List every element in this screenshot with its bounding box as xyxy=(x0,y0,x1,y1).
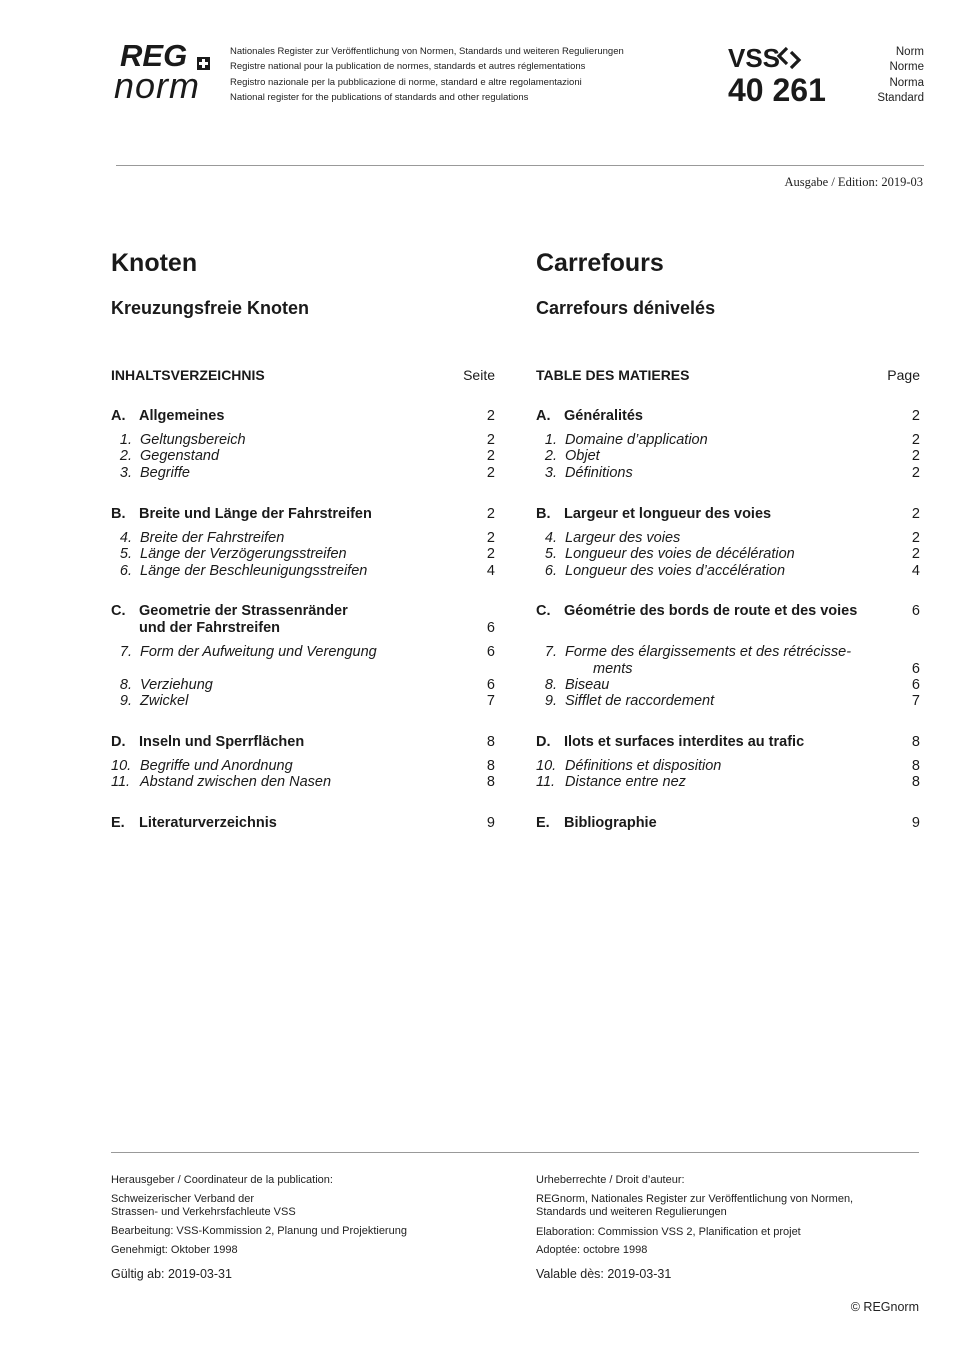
norm-number: 40 261 xyxy=(728,72,826,108)
page-title: Knoten xyxy=(111,249,198,277)
toc-section[interactable] xyxy=(536,603,920,620)
page-number: 2 xyxy=(911,432,920,448)
item-title: Distance entre nez xyxy=(565,774,686,790)
section-letter: C. xyxy=(536,603,551,619)
page-number: 2 xyxy=(486,546,495,562)
publisher-label: Herausgeber / Coordinateur de la publication: xyxy=(111,1174,333,1186)
page-number: 2 xyxy=(911,408,920,424)
section-title: Bibliographie xyxy=(564,815,657,831)
section-letter: E. xyxy=(536,815,550,831)
page-title: Carrefours xyxy=(536,249,664,277)
item-title: Länge der Verzögerungsstreifen xyxy=(140,546,347,562)
toc-item[interactable] xyxy=(111,546,495,563)
section-title: Literaturverzeichnis xyxy=(139,815,277,831)
register-line: Nationales Register zur Veröffentlichung von Normen, Standards und weiteren Regulierungen xyxy=(230,46,624,57)
item-title: Longueur des voies d’accélération xyxy=(565,563,786,579)
item-number: 8. xyxy=(119,677,132,693)
toc-item[interactable] xyxy=(536,546,920,563)
toc-item[interactable] xyxy=(536,758,920,775)
page-number: 2 xyxy=(486,506,495,522)
item-title: Définitions xyxy=(565,465,633,481)
page-subtitle: Carrefours dénivelés xyxy=(536,298,716,318)
toc-item[interactable] xyxy=(536,448,920,465)
page-number: 6 xyxy=(911,603,920,619)
toc-section[interactable] xyxy=(536,506,920,523)
toc-item[interactable] xyxy=(111,758,495,775)
item-title: Form der Aufweitung und Verengung xyxy=(140,644,377,660)
register-description xyxy=(230,44,624,105)
toc-item[interactable] xyxy=(536,774,920,791)
section-letter: A. xyxy=(111,408,126,424)
page-number: 7 xyxy=(486,693,495,709)
page-number: 9 xyxy=(911,815,920,831)
page-number: 2 xyxy=(911,465,920,481)
section-letter: D. xyxy=(111,734,126,750)
page-number: 8 xyxy=(486,774,495,790)
page-number: 8 xyxy=(486,734,495,750)
item-title: Largeur des voies xyxy=(565,530,681,546)
item-number: 1. xyxy=(119,432,132,448)
toc-section[interactable] xyxy=(536,408,920,425)
section-letter: C. xyxy=(111,603,126,619)
toc-item[interactable] xyxy=(111,693,495,710)
page-number: 4 xyxy=(486,563,495,579)
page-number: 4 xyxy=(911,563,920,579)
copyright-holder: REGnorm, Nationales Register zur Veröffentlichung von Normen, xyxy=(536,1193,854,1205)
page-number: 8 xyxy=(911,774,920,790)
page-number: 8 xyxy=(911,734,920,750)
vss-arrows-icon xyxy=(776,45,804,71)
item-title: Zwickel xyxy=(140,693,189,709)
section-letter: A. xyxy=(536,408,551,424)
vss-logo-text: VSS xyxy=(728,43,781,73)
item-number: 5. xyxy=(119,546,132,562)
page-number: 2 xyxy=(911,448,920,464)
item-number: 11. xyxy=(536,774,556,790)
section-letter: D. xyxy=(536,734,551,750)
toc-item[interactable] xyxy=(536,530,920,547)
item-title: Objet xyxy=(565,448,600,464)
page-number: 6 xyxy=(486,677,495,693)
toc-section[interactable] xyxy=(111,815,495,832)
approval-date: Genehmigt: Oktober 1998 xyxy=(111,1244,238,1256)
section-title: Géométrie des bords de route et des voies xyxy=(564,603,858,619)
approval-date: Adoptée: octobre 1998 xyxy=(536,1244,648,1256)
item-number: 4. xyxy=(119,530,132,546)
toc-section[interactable] xyxy=(536,815,920,832)
toc-item[interactable] xyxy=(111,677,495,694)
copyright-holder-continued: Standards und weiteren Regulierungen xyxy=(536,1206,727,1218)
page-number: 2 xyxy=(911,506,920,522)
item-title: Gegenstand xyxy=(140,448,220,464)
doc-type-fr: Norme xyxy=(889,61,924,74)
register-line: Registre national pour la publication de normes, standards et autres réglementations xyxy=(230,61,586,73)
page-number: 7 xyxy=(911,693,920,709)
footer-divider xyxy=(111,1152,919,1153)
page-number: 6 xyxy=(486,620,495,636)
item-title: Définitions et disposition xyxy=(565,758,722,774)
toc-item[interactable] xyxy=(536,677,920,694)
page-number: 2 xyxy=(486,432,495,448)
register-line: National register for the publications of standards and other regulations xyxy=(230,91,529,103)
toc-label: INHALTSVERZEICHNIS xyxy=(111,367,265,383)
edition-date: Ausgabe / Edition: 2019-03 xyxy=(784,175,923,189)
toc-item[interactable] xyxy=(111,774,495,791)
editing-info: Elaboration: Commission VSS 2, Planification et projet xyxy=(536,1226,801,1238)
toc-item[interactable] xyxy=(111,465,495,482)
item-title: Biseau xyxy=(565,677,610,693)
item-title: Länge der Beschleunigungsstreifen xyxy=(140,563,368,579)
item-number: 10. xyxy=(536,758,557,774)
section-title: Breite und Länge der Fahrstreifen xyxy=(139,506,372,522)
toc-item[interactable] xyxy=(536,644,920,678)
register-line: Registro nazionale per la pubblicazione di norme, standard e altre regolamentazioni xyxy=(230,76,582,88)
section-title: Allgemeines xyxy=(139,408,225,424)
page-number: 2 xyxy=(486,408,495,424)
toc-section[interactable] xyxy=(111,603,495,637)
section-title: Largeur et longueur des voies xyxy=(564,506,772,522)
toc-section[interactable] xyxy=(536,734,920,751)
item-number: 7. xyxy=(119,644,132,660)
section-letter: B. xyxy=(111,506,126,522)
logo-norm-text: norm xyxy=(114,65,201,106)
toc-header xyxy=(536,367,920,384)
item-title-continued: ments xyxy=(593,661,633,677)
section-title-continued: und der Fahrstreifen xyxy=(139,620,280,636)
item-number: 6. xyxy=(119,563,132,579)
toc-header xyxy=(111,367,495,384)
toc-item[interactable] xyxy=(111,644,495,661)
item-title: Breite der Fahrstreifen xyxy=(140,530,285,546)
section-title: Généralités xyxy=(564,408,643,424)
item-number: 4. xyxy=(544,530,557,546)
item-title: Geltungsbereich xyxy=(140,432,246,448)
header-divider xyxy=(116,165,924,166)
item-title: Sifflet de raccordement xyxy=(565,693,715,709)
section-title: Geometrie der Strassenränder xyxy=(139,603,348,619)
item-number: 8. xyxy=(544,677,557,693)
toc-item[interactable] xyxy=(536,465,920,482)
item-title: Domaine d’application xyxy=(565,432,708,448)
section-letter: E. xyxy=(111,815,125,831)
item-number: 3. xyxy=(119,465,132,481)
document-type xyxy=(877,45,924,106)
item-title: Forme des élargissements et des rétrécisse- xyxy=(565,644,852,660)
page-number: 2 xyxy=(486,448,495,464)
copyright-notice: © REGnorm xyxy=(850,1300,919,1314)
item-number: 6. xyxy=(544,563,557,579)
page-number: 6 xyxy=(911,677,920,693)
valid-from: Valable dès: 2019-03-31 xyxy=(536,1267,672,1281)
page-number: 8 xyxy=(486,758,495,774)
copyright-label: Urheberrechte / Droit d’auteur: xyxy=(536,1174,685,1186)
page-column-label: Page xyxy=(887,367,920,383)
toc-section[interactable] xyxy=(111,408,495,425)
toc-label: TABLE DES MATIERES xyxy=(536,367,690,383)
section-title: Ilots et surfaces interdites au trafic xyxy=(564,734,805,750)
toc-item[interactable] xyxy=(536,432,920,449)
doc-type-it: Norma xyxy=(889,76,924,89)
page-number: 6 xyxy=(911,661,920,677)
page-number: 2 xyxy=(486,465,495,481)
toc-item[interactable] xyxy=(111,530,495,547)
doc-type-de: Norm xyxy=(895,46,924,58)
item-number: 1. xyxy=(544,432,557,448)
page-number: 2 xyxy=(911,546,920,562)
page-number: 9 xyxy=(486,815,495,831)
toc-item[interactable] xyxy=(111,432,495,449)
doc-type-en: Standard xyxy=(877,91,924,104)
item-title: Verziehung xyxy=(140,677,213,693)
toc-section[interactable] xyxy=(111,506,495,523)
item-number: 2. xyxy=(544,448,557,464)
publisher-name-continued: Strassen- und Verkehrsfachleute VSS xyxy=(111,1206,296,1218)
item-title: Longueur des voies de décélération xyxy=(565,546,795,562)
toc-item[interactable] xyxy=(111,448,495,465)
toc-item[interactable] xyxy=(536,693,920,710)
item-number: 9. xyxy=(544,693,557,709)
section-title: Inseln und Sperrflächen xyxy=(139,734,305,750)
item-number: 3. xyxy=(544,465,557,481)
page-number: 8 xyxy=(911,758,920,774)
item-number: 9. xyxy=(119,693,132,709)
item-number: 11. xyxy=(111,774,131,790)
page-number: 2 xyxy=(486,530,495,546)
item-title: Abstand zwischen den Nasen xyxy=(140,774,332,790)
section-letter: B. xyxy=(536,506,551,522)
page-number: 2 xyxy=(911,530,920,546)
toc-item[interactable] xyxy=(536,563,920,580)
valid-from: Gültig ab: 2019-03-31 xyxy=(111,1267,232,1281)
item-number: 2. xyxy=(119,448,132,464)
page-number: 6 xyxy=(486,644,495,660)
publisher-name: Schweizerischer Verband der xyxy=(111,1193,255,1205)
toc-section[interactable] xyxy=(111,734,495,751)
page-column-label: Seite xyxy=(463,367,495,383)
item-title: Begriffe xyxy=(140,465,190,481)
toc-item[interactable] xyxy=(111,563,495,580)
editing-info: Bearbeitung: VSS-Kommission 2, Planung und Projektierung xyxy=(111,1225,407,1237)
item-number: 7. xyxy=(544,644,557,660)
item-number: 10. xyxy=(111,758,132,774)
logo-reg-text: REG xyxy=(120,38,188,73)
page-subtitle: Kreuzungsfreie Knoten xyxy=(111,298,310,318)
item-title: Begriffe und Anordnung xyxy=(140,758,293,774)
item-number: 5. xyxy=(544,546,557,562)
